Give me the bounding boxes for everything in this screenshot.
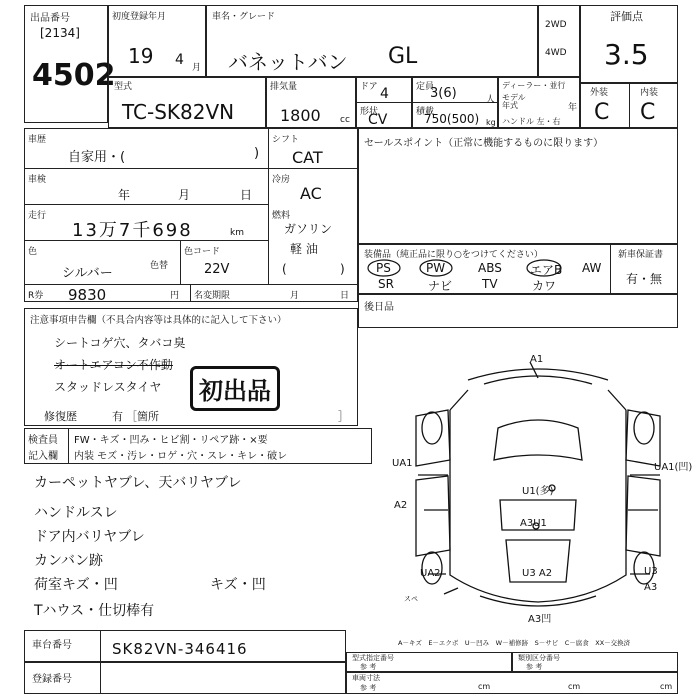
diag-a3-rear: A3凹 xyxy=(528,614,552,625)
dim-sub: 参 考 xyxy=(360,684,377,692)
capacity-label: 定員 xyxy=(416,82,435,92)
aircon-value: AC xyxy=(300,184,322,203)
equipment-label: 装備品（純正品に限り○をつけてください） xyxy=(364,250,543,260)
class-sub: 参 考 xyxy=(526,663,543,671)
name-change-day: 日 xyxy=(340,291,350,301)
shift-label: シフト xyxy=(272,135,300,145)
recycle-unit: 円 xyxy=(170,291,180,301)
notes-label: 注意事項申告欄（不具合内容等は具体的に記入して下さい） xyxy=(30,315,287,326)
name-change-month: 月 xyxy=(290,291,300,301)
inspection-month: 月 xyxy=(178,188,191,202)
model-year-label: モデル年式 xyxy=(502,93,526,110)
diag-a2-left: A2 xyxy=(394,500,408,511)
diag-spare: スペ xyxy=(404,595,418,603)
equip-ps: PS xyxy=(376,261,391,275)
warranty-label: 新車保証書 xyxy=(618,250,664,260)
color-code-value: 22V xyxy=(204,262,230,277)
dim-label: 車両寸法 xyxy=(352,674,380,682)
equip-abs: ABS xyxy=(478,261,502,275)
post-label: 後日品 xyxy=(364,302,394,313)
history-close: ) xyxy=(254,146,260,161)
notes-line2: オートエアコン不作動 xyxy=(54,358,173,372)
chassis-value: SK82VN-346416 xyxy=(112,640,248,658)
fuel-gasoline: ガソリン xyxy=(284,222,333,236)
mileage-label: 走行 xyxy=(28,211,47,221)
repair-label: 修復歴 xyxy=(44,410,77,423)
inspection-day: 日 xyxy=(240,188,253,202)
type-value: TC-SK82VN xyxy=(122,100,235,124)
shift-value: CAT xyxy=(292,148,323,167)
type-cert-label: 型式指定番号 xyxy=(352,654,394,662)
exterior-grade: C xyxy=(594,100,610,125)
chassis-label: 車台番号 xyxy=(32,640,72,651)
interior-label: 内装 xyxy=(640,88,659,98)
score-label: 評価点 xyxy=(610,10,643,23)
inspector-row2: 内装 モズ・汚レ・ロゲ・穴・スレ・キレ・破レ xyxy=(74,451,288,462)
recycle-label: R券 xyxy=(28,291,44,301)
drive-4wd: 4WD xyxy=(545,48,567,58)
model-label: 車名・グレード xyxy=(212,12,276,22)
model-name: バネットバン xyxy=(228,50,348,74)
exterior-label: 外装 xyxy=(590,88,609,98)
grade: GL xyxy=(388,44,418,69)
drive-2wd: 2WD xyxy=(545,20,567,30)
notes-line3: スタッドレスタイヤ xyxy=(54,380,162,394)
inspection-label: 車検 xyxy=(28,175,47,185)
color-label: 色 xyxy=(28,247,38,257)
inspector-row1: FW・キズ・凹み・ヒビ割・リペア跡・×要 xyxy=(74,435,268,446)
name-change-label: 名変期限 xyxy=(194,291,231,301)
diag-ua2: UA2 xyxy=(420,568,441,579)
diag-a3u1: A3U1 xyxy=(520,518,547,529)
dim-cm3: cm xyxy=(660,682,673,691)
inspector-line2: ハンドルスレ xyxy=(34,505,118,521)
inspector-line5b: キズ・凹 xyxy=(210,577,266,593)
lot-code: [2134] xyxy=(40,26,80,40)
equip-leather: カワ xyxy=(532,279,557,293)
disp-label: 排気量 xyxy=(270,82,298,92)
equip-navi: ナビ xyxy=(428,279,453,293)
drive-cell xyxy=(538,5,580,77)
inspector-label1: 検査員 xyxy=(28,435,58,446)
reg-month: 4 xyxy=(175,52,184,68)
lot-number: 4502 xyxy=(32,58,116,93)
class-label: 類別区分番号 xyxy=(518,654,560,662)
color-value: シルバー xyxy=(62,266,113,281)
diag-ua1-left: UA1 xyxy=(392,458,413,469)
reg-number-cell xyxy=(24,662,346,694)
equip-aw: AW xyxy=(582,261,602,275)
diagram-legend: A－キズ E－エクボ U－凹み W－補修跡 S－サビ C－腐食 XX－交換済 xyxy=(398,639,631,647)
fuel-label: 燃料 xyxy=(272,211,291,221)
history-value: 自家用・( xyxy=(68,150,126,165)
reg-year: 19 xyxy=(128,44,154,68)
load-unit: kg xyxy=(486,118,496,127)
diag-u3a2: U3 A2 xyxy=(522,568,553,579)
diag-u1: U1(多) xyxy=(522,486,554,497)
reg-label: 初度登録年月 xyxy=(112,12,167,22)
inspector-line1: カーペットヤブレ、天バリヤブレ xyxy=(34,475,242,491)
shape-label: 形状 xyxy=(360,107,379,117)
score-value: 3.5 xyxy=(604,38,649,71)
lot-label: 出品番号 xyxy=(30,13,70,24)
dim-cm1: cm xyxy=(478,682,491,691)
recycle-value: 9830 xyxy=(68,286,107,304)
warranty-value: 有・無 xyxy=(626,272,663,286)
diag-a3-right: A3 xyxy=(644,582,658,593)
load-label: 積載 xyxy=(416,107,435,117)
equipment-circles xyxy=(358,244,608,294)
capacity-value: 3(6) xyxy=(430,86,457,101)
type-label: 型式 xyxy=(114,82,133,92)
dealer-label: ディーラー・並行 xyxy=(502,81,566,90)
type-cert-sub: 参 考 xyxy=(360,663,377,671)
diag-a1: A1 xyxy=(530,354,544,365)
disp-unit: cc xyxy=(340,115,350,125)
color-code-label: 色コード xyxy=(184,247,221,257)
dim-cell xyxy=(346,672,678,694)
inspector-label2: 記入欄 xyxy=(28,451,58,462)
equip-pw: PW xyxy=(426,261,446,275)
diag-ua1-right: UA1(凹) xyxy=(654,462,693,473)
notes-line1: シートコゲ穴、タバコ臭 xyxy=(54,336,186,350)
model-year-unit: 年 xyxy=(568,103,578,113)
interior-grade: C xyxy=(640,100,656,125)
handle-label: ハンドル 左・右 xyxy=(502,117,561,126)
inspection-year: 年 xyxy=(118,188,131,202)
shape-value: CV xyxy=(368,112,388,128)
load-value: 750(500) xyxy=(424,112,480,126)
fuel-paren-close: ) xyxy=(340,262,345,276)
post-cell xyxy=(358,294,678,328)
inspector-line6: Tハウス・仕切棒有 xyxy=(34,603,155,619)
diag-u3-right: U3 xyxy=(644,566,658,577)
sales-label: セールスポイント（正常に機能するものに限ります） xyxy=(364,138,604,149)
equip-tv: TV xyxy=(482,277,498,291)
dim-cm2: cm xyxy=(568,682,581,691)
retouch-label: 色替 xyxy=(150,261,169,271)
inspector-line3: ドア内バリヤブレ xyxy=(34,529,145,545)
capacity-unit: 人 xyxy=(486,95,496,105)
doors-label: ドア xyxy=(360,82,378,92)
inspector-line4: カンバン跡 xyxy=(34,553,104,569)
fuel-paren-open: ( xyxy=(282,262,287,276)
equip-airbag: エアB xyxy=(530,263,563,277)
inspector-line5: 荷室キズ・凹 xyxy=(34,577,118,593)
mileage-value: 13万7千698 xyxy=(72,220,193,241)
history-label: 車歴 xyxy=(28,135,47,145)
reg-month-unit: 月 xyxy=(192,63,202,73)
repair-value: 有 xyxy=(112,410,123,423)
aircon-label: 冷房 xyxy=(272,175,291,185)
doors-value: 4 xyxy=(380,86,389,102)
repair-place-open: ［箇所 xyxy=(126,410,159,423)
fuel-diesel: 軽 油 xyxy=(290,242,318,256)
first-listing-stamp: 初出品 xyxy=(190,366,280,411)
equip-sr: SR xyxy=(378,277,394,291)
repair-place-close: ］ xyxy=(338,410,349,423)
mileage-unit: km xyxy=(230,228,244,238)
reg-number-label: 登録番号 xyxy=(32,674,72,685)
disp-value: 1800 xyxy=(280,106,321,125)
